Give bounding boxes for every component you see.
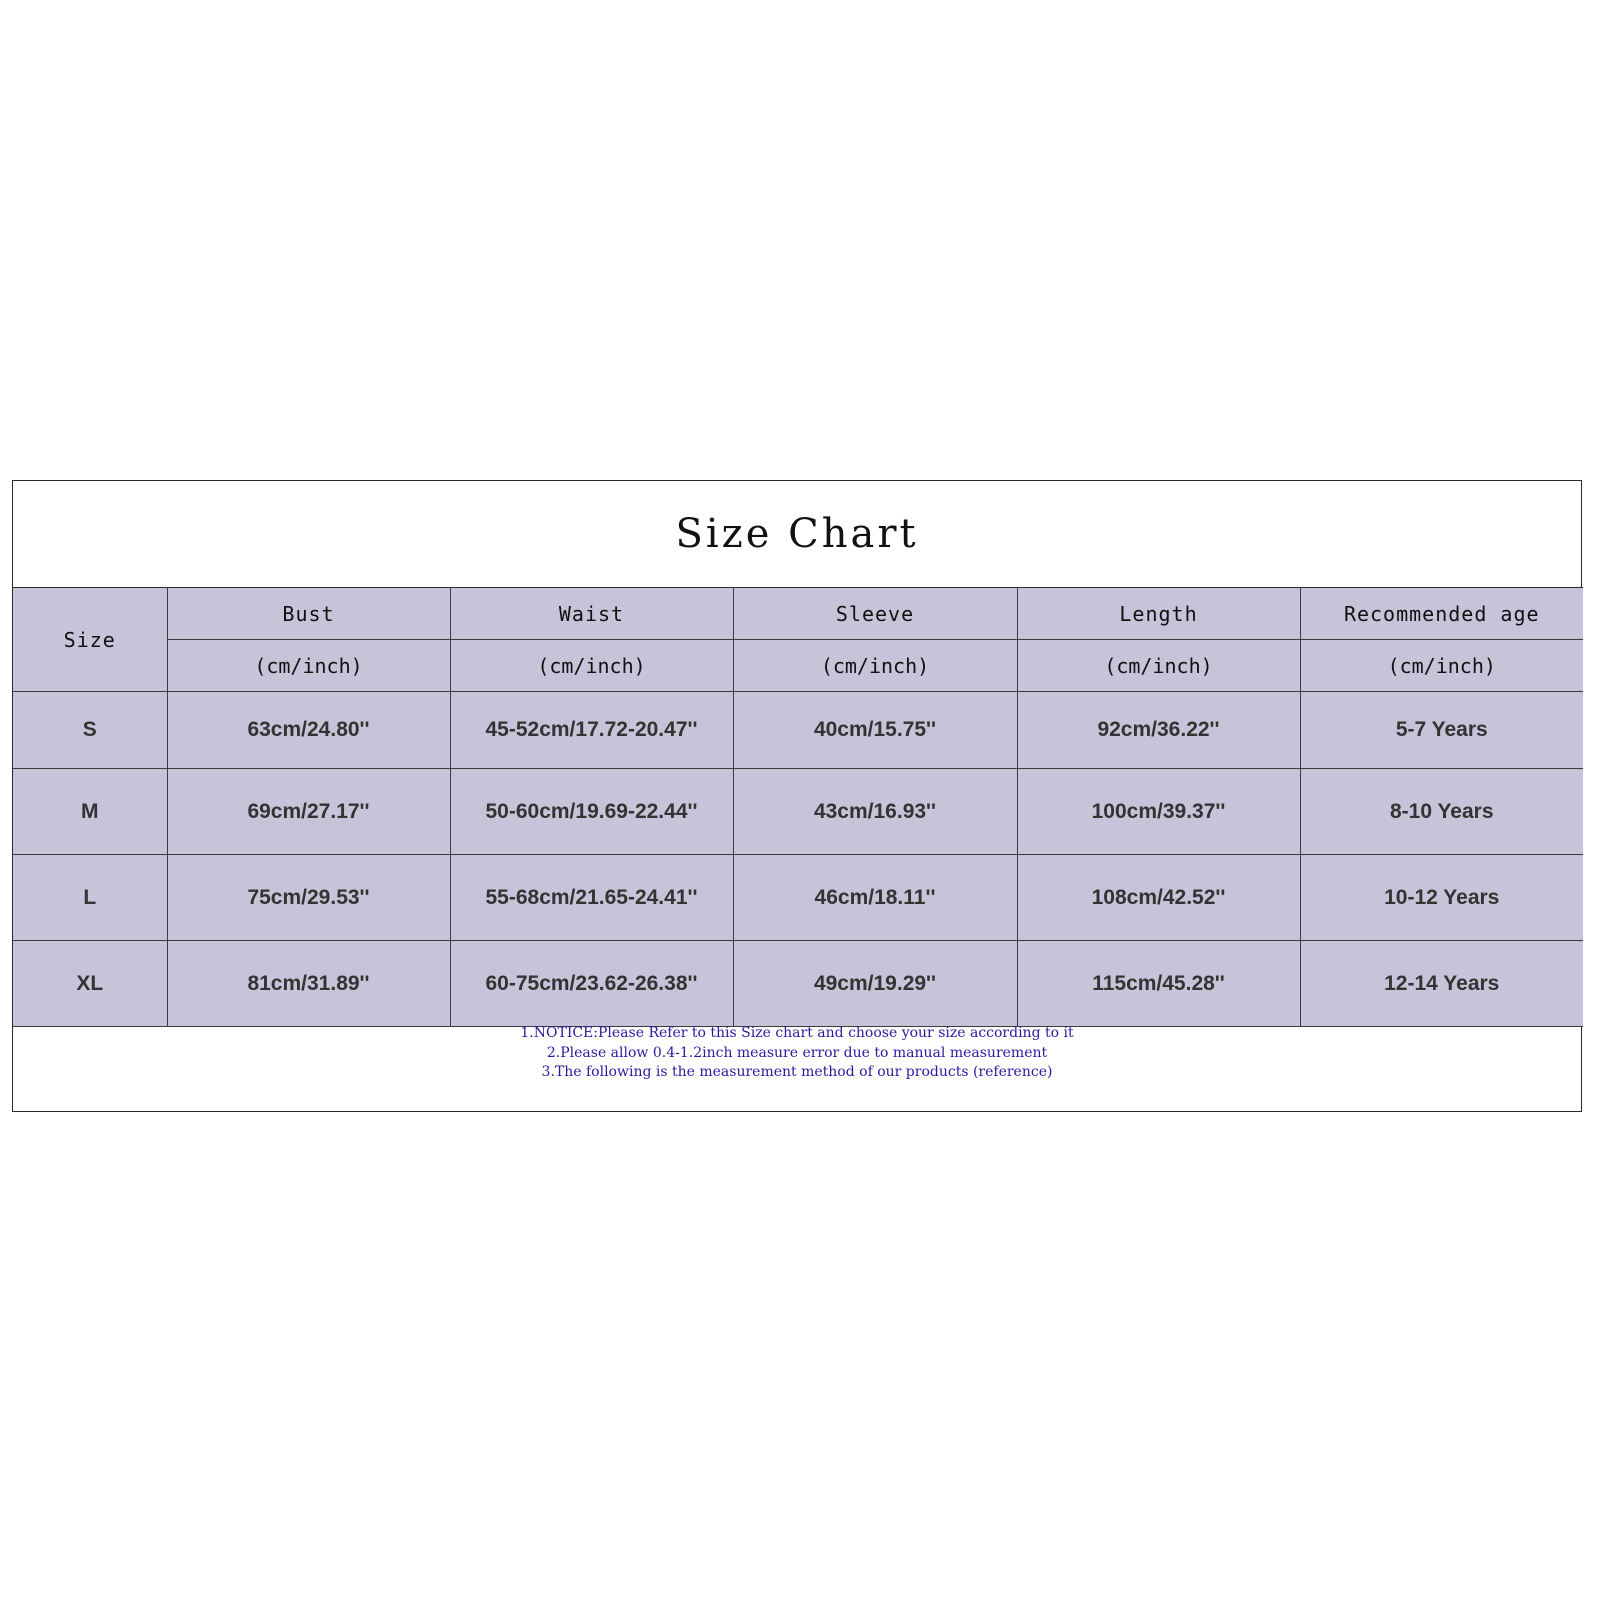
cell-length: 115cm/45.28'' [1017, 941, 1300, 1027]
cell-length: 92cm/36.22'' [1017, 692, 1300, 769]
cell-sleeve: 43cm/16.93'' [733, 769, 1017, 855]
cell-length: 100cm/39.37'' [1017, 769, 1300, 855]
cell-age: 8-10 Years [1300, 769, 1583, 855]
note-line: 2.Please allow 0.4-1.2inch measure error due to manual measurement [546, 1044, 1048, 1061]
cell-bust: 69cm/27.17'' [167, 769, 450, 855]
cell-waist: 45-52cm/17.72-20.47'' [450, 692, 733, 769]
cell-sleeve: 40cm/15.75'' [733, 692, 1017, 769]
cell-bust: 81cm/31.89'' [167, 941, 450, 1027]
size-chart [12, 480, 1582, 1112]
unit-length: (cm/inch) [1017, 640, 1300, 692]
cell-age: 5-7 Years [1300, 692, 1583, 769]
unit-waist: (cm/inch) [450, 640, 733, 692]
table-row [13, 769, 1583, 855]
table-row [13, 941, 1583, 1027]
cell-size: XL [13, 941, 167, 1027]
header-size: Size [13, 588, 167, 692]
cell-bust: 63cm/24.80'' [167, 692, 450, 769]
cell-age: 12-14 Years [1300, 941, 1583, 1027]
cell-bust: 75cm/29.53'' [167, 855, 450, 941]
size-table [13, 587, 1583, 1027]
header-bust: Bust [167, 588, 450, 640]
table-row [13, 692, 1583, 769]
cell-sleeve: 46cm/18.11'' [733, 855, 1017, 941]
notes [13, 1024, 1581, 1083]
header-recommended-age: Recommended age [1300, 588, 1583, 640]
cell-waist: 60-75cm/23.62-26.38'' [450, 941, 733, 1027]
unit-recommended-age: (cm/inch) [1300, 640, 1583, 692]
cell-length: 108cm/42.52'' [1017, 855, 1300, 941]
cell-size: S [13, 692, 167, 769]
table-row [13, 855, 1583, 941]
cell-waist: 55-68cm/21.65-24.41'' [450, 855, 733, 941]
unit-sleeve: (cm/inch) [733, 640, 1017, 692]
header-waist: Waist [450, 588, 733, 640]
unit-row [13, 640, 1583, 692]
header-row [13, 588, 1583, 640]
cell-size: L [13, 855, 167, 941]
cell-sleeve: 49cm/19.29'' [733, 941, 1017, 1027]
unit-bust: (cm/inch) [167, 640, 450, 692]
cell-age: 10-12 Years [1300, 855, 1583, 941]
chart-title: Size Chart [675, 511, 919, 557]
note-line: 3.The following is the measurement method of our products (reference) [541, 1064, 1053, 1080]
cell-waist: 50-60cm/19.69-22.44'' [450, 769, 733, 855]
header-length: Length [1017, 588, 1300, 640]
header-sleeve: Sleeve [733, 588, 1017, 640]
note-line: 1.NOTICE:Please Refer to this Size chart and choose your size according to it [520, 1025, 1074, 1041]
cell-size: M [13, 769, 167, 855]
